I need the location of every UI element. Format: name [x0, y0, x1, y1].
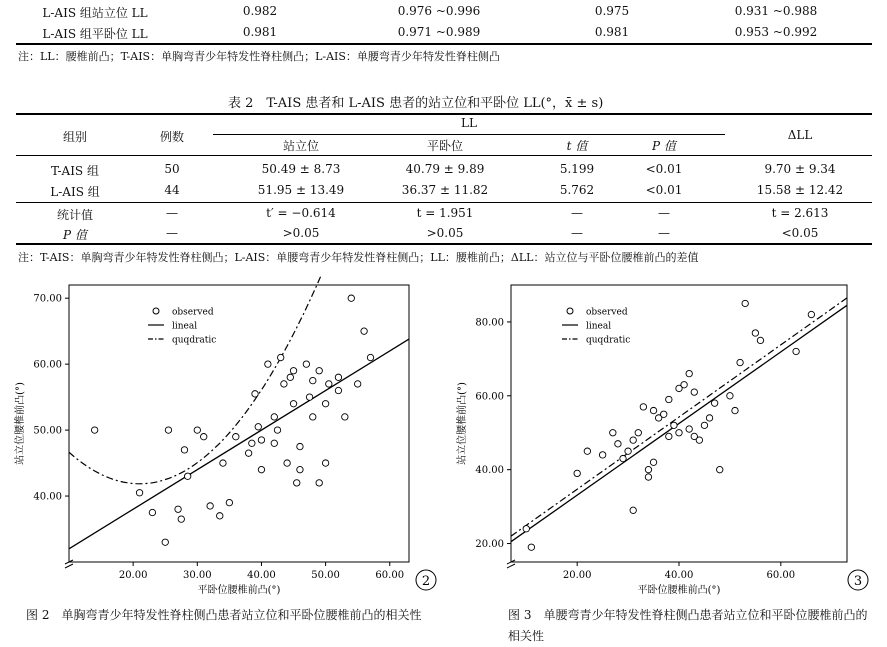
legend-observed-label: observed	[586, 307, 628, 318]
header-t: t 值	[566, 139, 588, 153]
data-point	[175, 506, 181, 512]
y-axis-label: 站立位腰椎前凸(°)	[457, 382, 468, 465]
data-point	[742, 300, 748, 306]
data-point	[277, 354, 283, 360]
x-tick-label: 40.00	[247, 570, 276, 581]
data-point	[691, 433, 697, 439]
data-point	[793, 348, 799, 354]
legend-linear-label: lineal	[586, 321, 612, 332]
data-point	[178, 516, 184, 522]
data-point	[310, 414, 316, 420]
data-point	[645, 474, 651, 480]
row-standing: 51.95 ± 13.49	[257, 183, 345, 197]
row-standing: 50.49 ± 8.73	[261, 162, 341, 176]
panel-label: 3	[853, 574, 863, 589]
data-point	[711, 400, 717, 406]
data-point	[732, 407, 738, 413]
icc-value: 0.981	[242, 25, 278, 39]
data-point	[226, 499, 232, 505]
table-bottom-rule	[16, 43, 872, 45]
data-point	[255, 424, 261, 430]
ci-value-2: 0.953 ~0.992	[734, 25, 818, 39]
data-point	[706, 415, 712, 421]
data-point	[599, 452, 605, 458]
row-cases: 44	[164, 183, 180, 197]
row-group: T-AIS 组	[51, 164, 99, 178]
data-point	[271, 440, 277, 446]
x-tick-label: 40.00	[664, 570, 694, 581]
data-point	[335, 387, 341, 393]
row-dll: t = 2.613	[771, 206, 829, 220]
row-group: L-AIS 组	[50, 185, 100, 199]
legend-observed-marker	[567, 308, 573, 314]
data-point	[303, 361, 309, 367]
row-dll: 15.58 ± 12.42	[756, 183, 844, 197]
y-tick-label: 60.00	[475, 391, 504, 403]
table-note: 注：LL：腰椎前凸；T-AIS：单胸弯青少年特发性脊柱侧凸；L-AIS：单腰弯青少年特发性脊柱侧凸	[18, 50, 500, 63]
data-point	[322, 401, 328, 407]
figure-2-caption: 图 2 单胸弯青少年特发性脊柱侧凸患者站立位和平卧位腰椎前凸的相关性	[26, 608, 422, 622]
row-cases: —	[166, 226, 178, 240]
row-p: —	[658, 226, 670, 240]
x-tick-label: 20.00	[118, 570, 148, 581]
data-point	[691, 389, 697, 395]
figure-2	[0, 275, 440, 605]
data-point	[306, 394, 312, 400]
data-point	[165, 427, 171, 433]
data-point	[686, 370, 692, 376]
legend-linear-label: lineal	[172, 321, 198, 332]
icc-value-2: 0.981	[594, 25, 630, 39]
x-tick-label: 20.00	[562, 570, 592, 581]
data-point	[625, 448, 631, 454]
data-point	[650, 459, 656, 465]
x-tick-label: 30.00	[182, 570, 212, 581]
ci-value: 0.971 ~0.989	[397, 25, 481, 39]
data-point	[808, 311, 814, 317]
data-point	[149, 509, 155, 515]
icc-value-2: 0.975	[594, 4, 630, 18]
data-point	[284, 460, 290, 466]
y-tick-label: 40.00	[33, 491, 62, 503]
row-label: L-AIS 组站立位 LL	[42, 6, 148, 20]
data-point	[361, 328, 367, 334]
y-tick-label: 50.00	[33, 425, 62, 437]
data-point	[676, 430, 682, 436]
data-point	[645, 466, 651, 472]
data-point	[650, 407, 656, 413]
y-tick-label: 40.00	[475, 465, 504, 477]
row-p: <0.01	[645, 183, 683, 197]
data-point	[661, 411, 667, 417]
data-point	[258, 437, 264, 443]
data-point	[367, 354, 373, 360]
data-point	[136, 490, 142, 496]
data-point	[610, 430, 616, 436]
data-point	[666, 396, 672, 402]
linear-fit-line	[511, 305, 847, 541]
data-point	[310, 377, 316, 383]
data-point	[201, 433, 207, 439]
row-t: —	[571, 226, 583, 240]
data-point	[265, 361, 271, 367]
row-group: 统计值	[56, 208, 94, 222]
x-tick-label: 50.00	[311, 570, 340, 581]
data-point	[620, 455, 626, 461]
header-p: P 值	[652, 139, 676, 153]
data-point	[274, 427, 280, 433]
data-point	[233, 433, 239, 439]
header-dll: ΔLL	[787, 128, 813, 142]
data-point	[681, 382, 687, 388]
quadratic-fit-line	[511, 298, 847, 536]
header-bottom-rule	[16, 155, 872, 156]
table-top-rule	[16, 113, 872, 115]
header-ll: LL	[461, 116, 477, 130]
data-point	[297, 443, 303, 449]
row-supine: 40.79 ± 9.89	[405, 162, 485, 176]
data-point	[727, 393, 733, 399]
row-label: L-AIS 组平卧位 LL	[42, 27, 148, 41]
data-point	[630, 507, 636, 513]
row-t: 5.199	[559, 162, 595, 176]
x-axis-label: 平卧位腰椎前凸(°)	[197, 585, 281, 596]
data-point	[271, 414, 277, 420]
data-point	[194, 427, 200, 433]
data-point	[348, 295, 354, 301]
data-point	[162, 539, 168, 545]
data-point	[322, 460, 328, 466]
data-point	[701, 422, 707, 428]
linear-fit-line	[69, 339, 409, 549]
data-point	[671, 422, 677, 428]
figure-3	[440, 275, 887, 605]
panel-label: 2	[421, 574, 431, 589]
row-supine: 36.37 ± 11.82	[401, 183, 489, 197]
row-p: <0.01	[645, 162, 683, 176]
table-note: 注：T-AIS：单胸弯青少年特发性脊柱侧凸；L-AIS：单腰弯青少年特发性脊柱侧凸；LL：腰椎前凸；ΔLL：站立位与平卧位腰椎前凸的差值	[18, 251, 699, 264]
data-point	[523, 526, 529, 532]
legend-quadratic-label: quqdratic	[586, 335, 631, 346]
row-standing: t′ = −0.614	[266, 206, 336, 220]
header-cases: 例数	[159, 130, 185, 144]
data-point	[290, 368, 296, 374]
data-point	[615, 441, 621, 447]
row-standing: >0.05	[282, 226, 320, 240]
data-point	[220, 460, 226, 466]
row-p: —	[658, 206, 670, 220]
ci-value-2: 0.931 ~0.988	[734, 4, 818, 18]
data-point	[528, 544, 534, 550]
row-dll: 9.70 ± 9.34	[764, 162, 836, 176]
legend-quadratic-label: quqdratic	[172, 335, 217, 346]
x-tick-label: 60.00	[766, 570, 796, 581]
data-point	[316, 368, 322, 374]
legend-observed-marker	[153, 308, 159, 314]
y-tick-label: 20.00	[475, 539, 504, 551]
data-point	[316, 480, 322, 486]
header-supine: 平卧位	[426, 139, 464, 153]
data-point	[297, 466, 303, 472]
data-point	[737, 359, 743, 365]
data-point	[91, 427, 97, 433]
y-tick-label: 60.00	[33, 359, 62, 371]
table-title: 表 2 T-AIS 患者和 L-AIS 患者的站立位和平卧位 LL(°，x̄ ± s)	[228, 96, 604, 111]
y-tick-label: 80.00	[475, 317, 504, 329]
data-point	[281, 381, 287, 387]
data-point	[287, 374, 293, 380]
plot-frame	[69, 285, 409, 562]
row-t: 5.762	[559, 183, 595, 197]
data-point	[752, 330, 758, 336]
row-supine: t = 1.951	[416, 206, 474, 220]
data-point	[342, 414, 348, 420]
data-point	[717, 466, 723, 472]
data-point	[217, 513, 223, 519]
data-point	[335, 374, 341, 380]
data-point	[181, 447, 187, 453]
row-divider	[16, 202, 872, 203]
data-point	[666, 433, 672, 439]
table-bottom-rule	[16, 243, 872, 245]
data-point	[584, 448, 590, 454]
header-group: 组别	[62, 130, 88, 144]
data-point	[252, 391, 258, 397]
row-cases: —	[166, 206, 178, 220]
data-point	[294, 480, 300, 486]
data-point	[630, 437, 636, 443]
row-dll: <0.05	[781, 226, 819, 240]
data-point	[207, 503, 213, 509]
data-point	[326, 381, 332, 387]
data-point	[249, 440, 255, 446]
y-axis-label: 站立位腰椎前凸(°)	[15, 382, 26, 465]
row-t: —	[571, 206, 583, 220]
data-point	[640, 404, 646, 410]
data-point	[245, 450, 251, 456]
row-cases: 50	[164, 162, 180, 176]
figure-2-plot	[13, 275, 436, 596]
legend-observed-label: observed	[172, 307, 214, 318]
y-tick-label: 70.00	[33, 293, 62, 305]
data-point	[258, 466, 264, 472]
figure-3-caption: 图 3 单腰弯青少年特发性脊柱侧凸患者站立位和平卧位腰椎前凸的相关性	[508, 608, 868, 643]
data-point	[757, 337, 763, 343]
figure-3-plot	[455, 285, 868, 596]
quadratic-fit-line	[69, 275, 403, 484]
icc-value: 0.982	[242, 4, 278, 18]
row-supine: >0.05	[426, 226, 464, 240]
row-group: P 值	[63, 228, 87, 242]
header-standing: 站立位	[282, 139, 320, 153]
data-point	[686, 426, 692, 432]
data-point	[574, 470, 580, 476]
data-point	[290, 401, 296, 407]
data-point	[635, 430, 641, 436]
ll-span-rule	[213, 134, 725, 135]
data-point	[184, 473, 190, 479]
x-tick-label: 60.00	[375, 570, 405, 581]
x-axis-label: 平卧位腰椎前凸(°)	[637, 585, 721, 596]
data-point	[354, 381, 360, 387]
ci-value: 0.976 ~0.996	[397, 4, 481, 18]
